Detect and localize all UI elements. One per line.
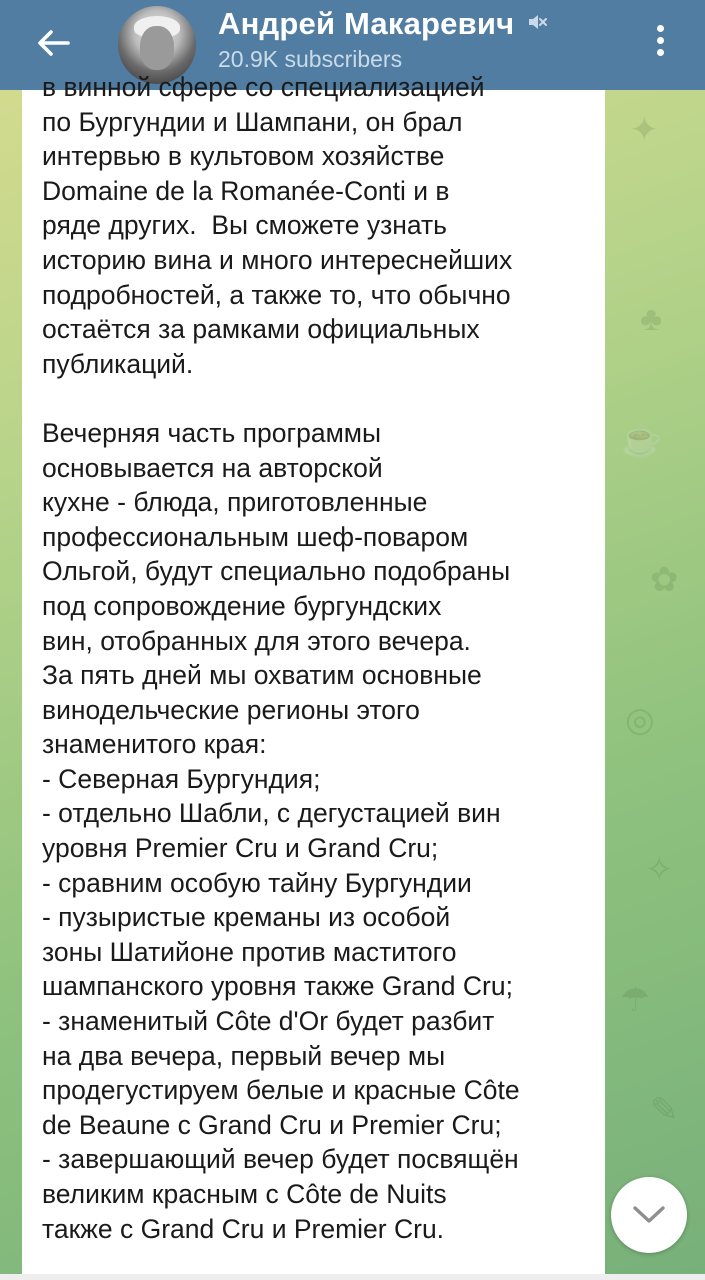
arrow-left-icon bbox=[36, 28, 70, 58]
message-bubble bbox=[22, 72, 605, 1275]
back-button[interactable] bbox=[28, 18, 78, 68]
background-pattern: ☂ bbox=[620, 981, 651, 1019]
more-vertical-icon[interactable] bbox=[642, 18, 678, 62]
muted-speaker-icon bbox=[526, 11, 548, 33]
background-pattern: ✿ bbox=[650, 561, 679, 599]
subscriber-count: 20.9K subscribers bbox=[218, 46, 403, 72]
avatar-face bbox=[140, 26, 174, 70]
bottom-edge bbox=[0, 1274, 705, 1280]
background-pattern: ☕ bbox=[620, 421, 663, 459]
background-pattern: ✧ bbox=[645, 851, 674, 889]
channel-title[interactable]: Андрей Макаревич bbox=[218, 6, 515, 41]
background-pattern: ✦ bbox=[630, 111, 659, 149]
scroll-to-bottom-button[interactable] bbox=[611, 1177, 687, 1253]
background-pattern: ♣ bbox=[640, 300, 663, 338]
message-text: в винной сфере со специализацией по Бургундии и Шампани, он брал интервью в культовом хозяйстве Domaine de la Romanée-Conti и в ряде других. Вы сможете узнать историю вина и много интереснейших подробностей, а также то, что обычно остаётся за рамками официальных публикаций. Вечерняя часть программы основывается на авторской кухне - блюда, приготовленные профессиональным шеф-поваром Ольгой, будут специально подобраны под сопровождение бургундских вин, отобранных для этого вечера. За пять дней мы охватим основные винодельческие регионы этого знаменитого края: - Северная Бургундия; - отдельно Шабли, с дегустацией вин уровня Premier Cru и Grand Cru; - сравним особую тайну Бургундии - пузыристые креманы из особой зоны Шатийоне против маститого шампанского уровня также Grand Cru; - знаменитый Côte d'Or будет разбит на два вечера, первый вечер мы продегустируем белые и красные Côte de Beaune с Grand Cru и Premier Cru; - завершающий вечер будет посвящён великим красным с Côte de Nuits также с Grand Cru и Premier Cru. bbox=[42, 72, 520, 1244]
background-pattern: ◎ bbox=[625, 701, 655, 739]
chevron-down-icon bbox=[632, 1205, 666, 1225]
background-pattern: ✎ bbox=[650, 1091, 679, 1129]
